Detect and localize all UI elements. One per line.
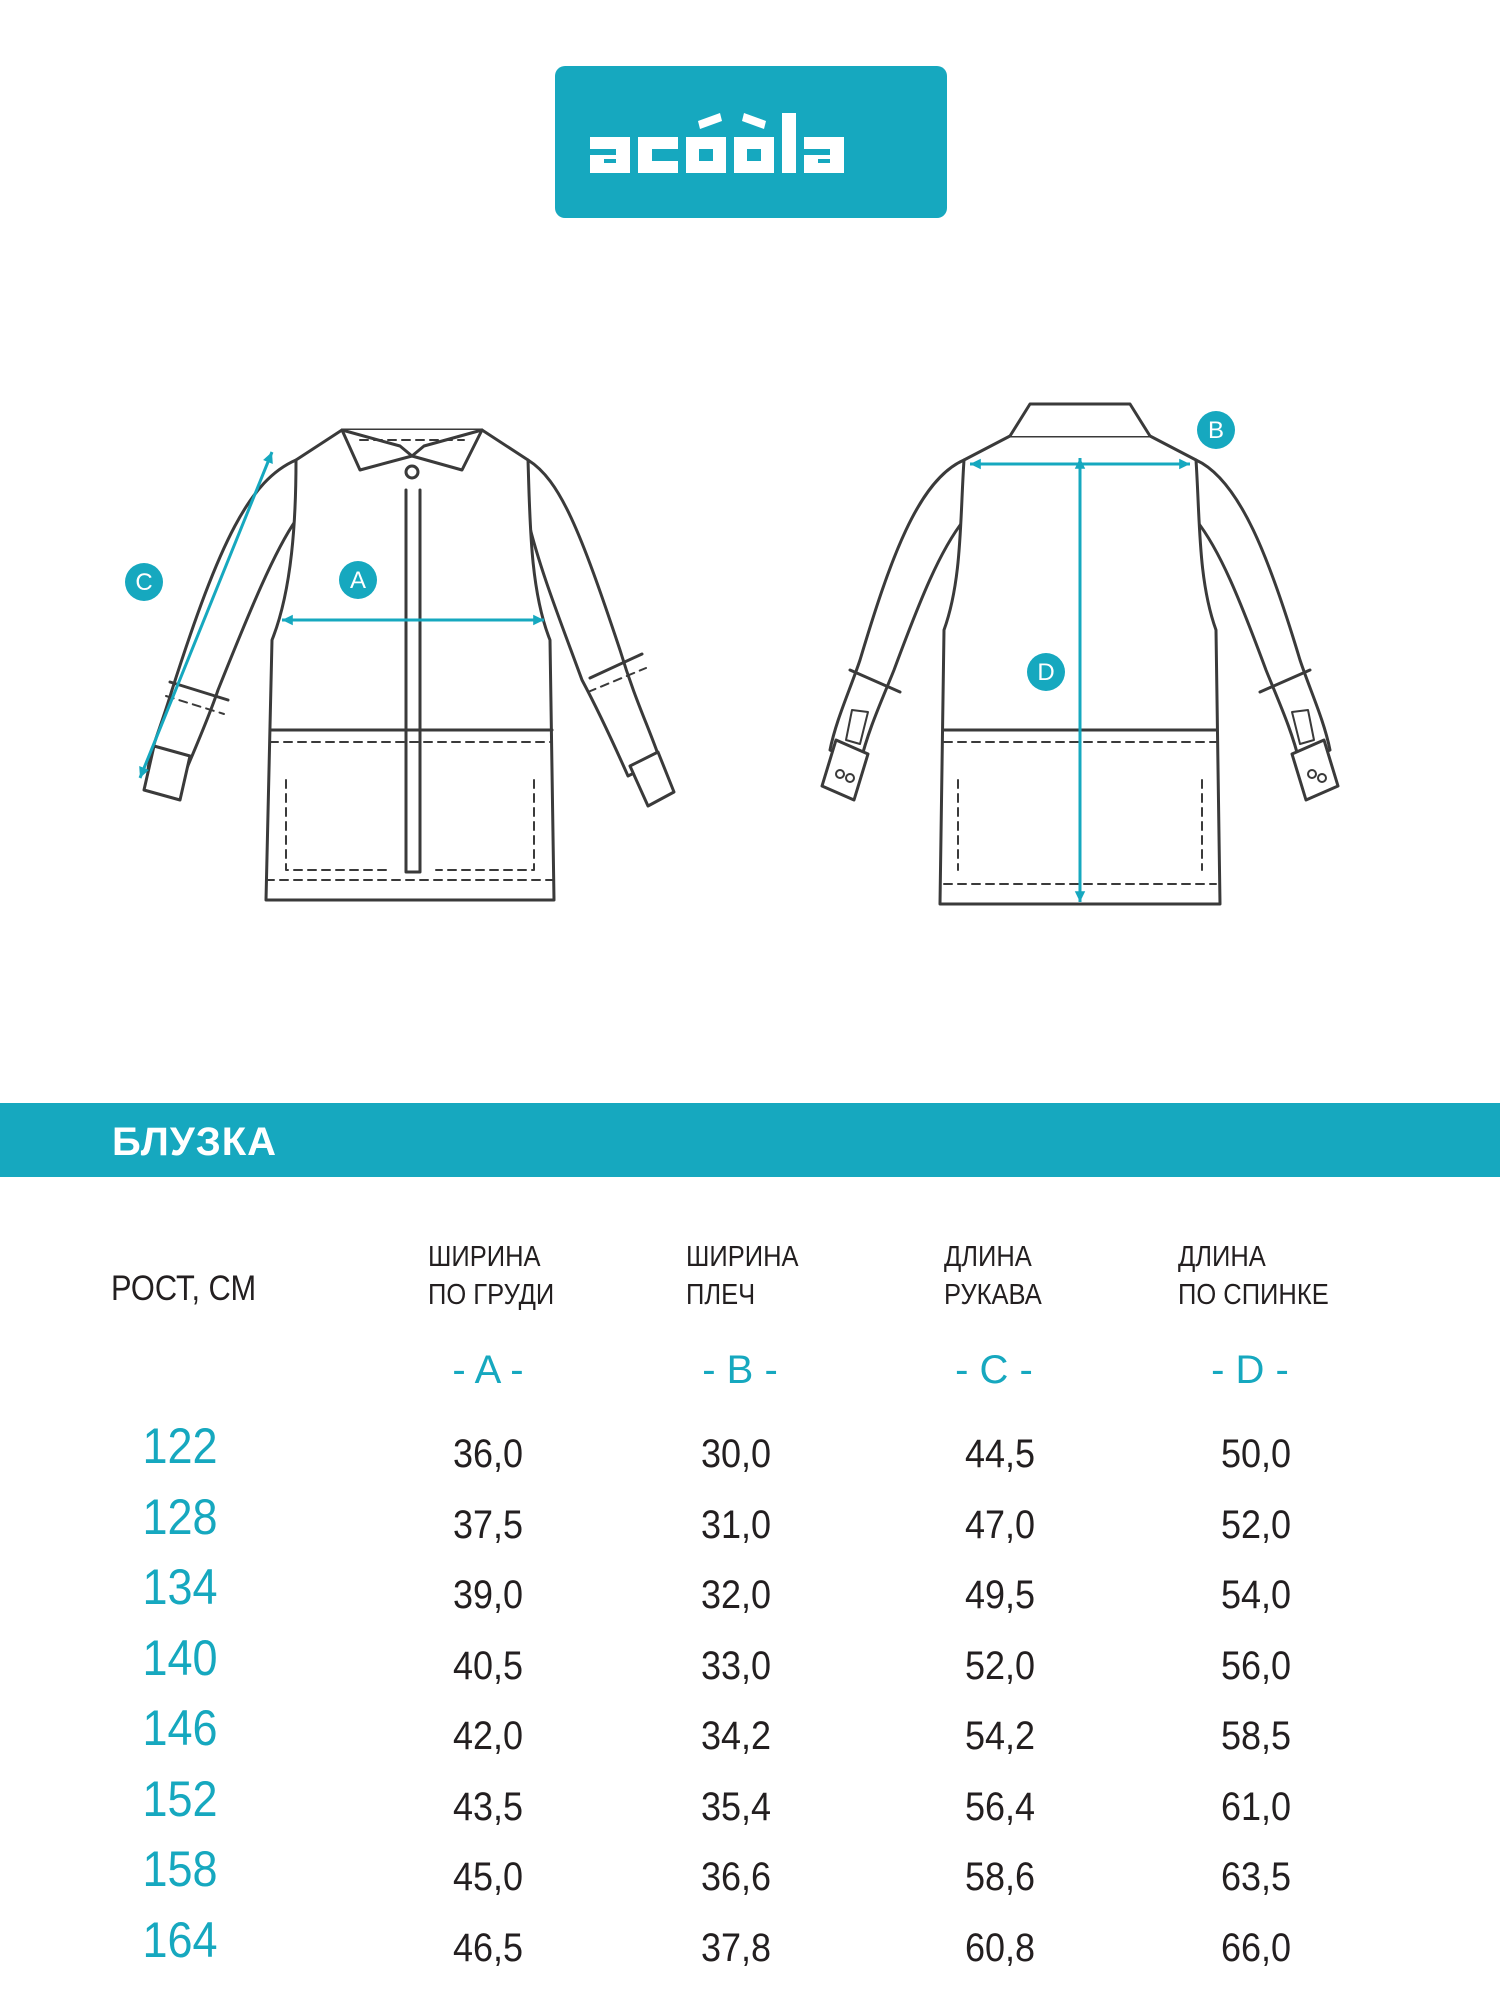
column-letter-d: - D -	[1211, 1348, 1289, 1392]
measurement-cell: 61,0	[1220, 1784, 1292, 1829]
size-cell: 134	[142, 1559, 218, 1615]
measurement-cell: 30,0	[700, 1432, 772, 1476]
size-cell: 158	[142, 1841, 218, 1897]
measurement-cell: 44,5	[964, 1432, 1036, 1476]
measurement-cell: 39,0	[452, 1573, 524, 1617]
garment-diagram	[60, 400, 1440, 940]
column-letter-a: - A -	[452, 1348, 524, 1392]
measurement-cell: 54,2	[964, 1714, 1036, 1758]
marker-a	[339, 561, 377, 599]
column-header-b: ШИРИНА ПЛЕЧ	[686, 1241, 799, 1311]
section-title: БЛУЗКА	[112, 1120, 278, 1164]
column-letter-c: - C -	[955, 1348, 1033, 1392]
column-header-d: ДЛИНА ПО СПИНКЕ	[1178, 1241, 1329, 1311]
marker-label: C	[135, 569, 153, 596]
measurement-cell: 54,0	[1220, 1573, 1292, 1617]
size-cell: 128	[142, 1488, 218, 1545]
measurement-cell: 37,5	[452, 1502, 524, 1547]
measurement-cell: 63,5	[1220, 1855, 1292, 1899]
marker-label: B	[1207, 417, 1225, 444]
measurement-cell: 58,5	[1220, 1714, 1292, 1758]
measurement-cell: 34,2	[700, 1714, 772, 1758]
measurement-cell: 58,6	[964, 1855, 1036, 1899]
measurement-cell: 33,0	[700, 1643, 772, 1688]
height-header: РОСТ, СМ	[111, 1269, 257, 1308]
front-view	[144, 430, 674, 900]
measurement-cell: 40,5	[452, 1643, 524, 1688]
measurement-cell: 43,5	[452, 1784, 524, 1829]
size-cell: 164	[142, 1911, 218, 1968]
marker-label: D	[1037, 659, 1055, 686]
measurement-cell: 35,4	[700, 1784, 772, 1829]
column-letter-b: - B -	[702, 1348, 778, 1392]
measurement-cell: 36,6	[700, 1855, 772, 1899]
blouse-flat-sketch	[60, 400, 1440, 940]
marker-c	[125, 563, 163, 601]
measurement-cell: 50,0	[1220, 1432, 1292, 1476]
marker-b	[1197, 411, 1235, 449]
sleeve-length-line	[140, 452, 272, 778]
measurement-cell: 52,0	[1220, 1502, 1292, 1547]
column-header-c: ДЛИНА РУКАВА	[944, 1241, 1042, 1311]
measurement-cell: 52,0	[964, 1643, 1036, 1688]
measurement-cell: 32,0	[700, 1573, 772, 1617]
measurement-cell: 66,0	[1220, 1925, 1292, 1970]
size-cell: 146	[142, 1700, 218, 1756]
brand-logo	[555, 66, 947, 218]
acoola-logo-icon	[586, 107, 916, 177]
size-cell: 152	[142, 1770, 218, 1827]
measurement-cell: 56,4	[964, 1784, 1036, 1829]
measurement-cell: 49,5	[964, 1573, 1036, 1617]
measurement-cell: 47,0	[964, 1502, 1036, 1547]
marker-label: A	[349, 567, 367, 594]
measurement-cell: 45,0	[452, 1855, 524, 1899]
size-cell: 122	[142, 1418, 218, 1474]
measurement-cell: 60,8	[964, 1925, 1036, 1970]
size-cell: 140	[142, 1629, 218, 1686]
measurement-cell: 37,8	[700, 1925, 772, 1970]
column-header-a: ШИРИНА ПО ГРУДИ	[428, 1241, 555, 1311]
measurement-cell: 56,0	[1220, 1643, 1292, 1688]
measurement-cell: 36,0	[452, 1432, 524, 1476]
measurement-cell: 42,0	[452, 1714, 524, 1758]
measurement-cell: 31,0	[700, 1502, 772, 1547]
measurement-cell: 46,5	[452, 1925, 524, 1970]
marker-d	[1027, 653, 1065, 691]
